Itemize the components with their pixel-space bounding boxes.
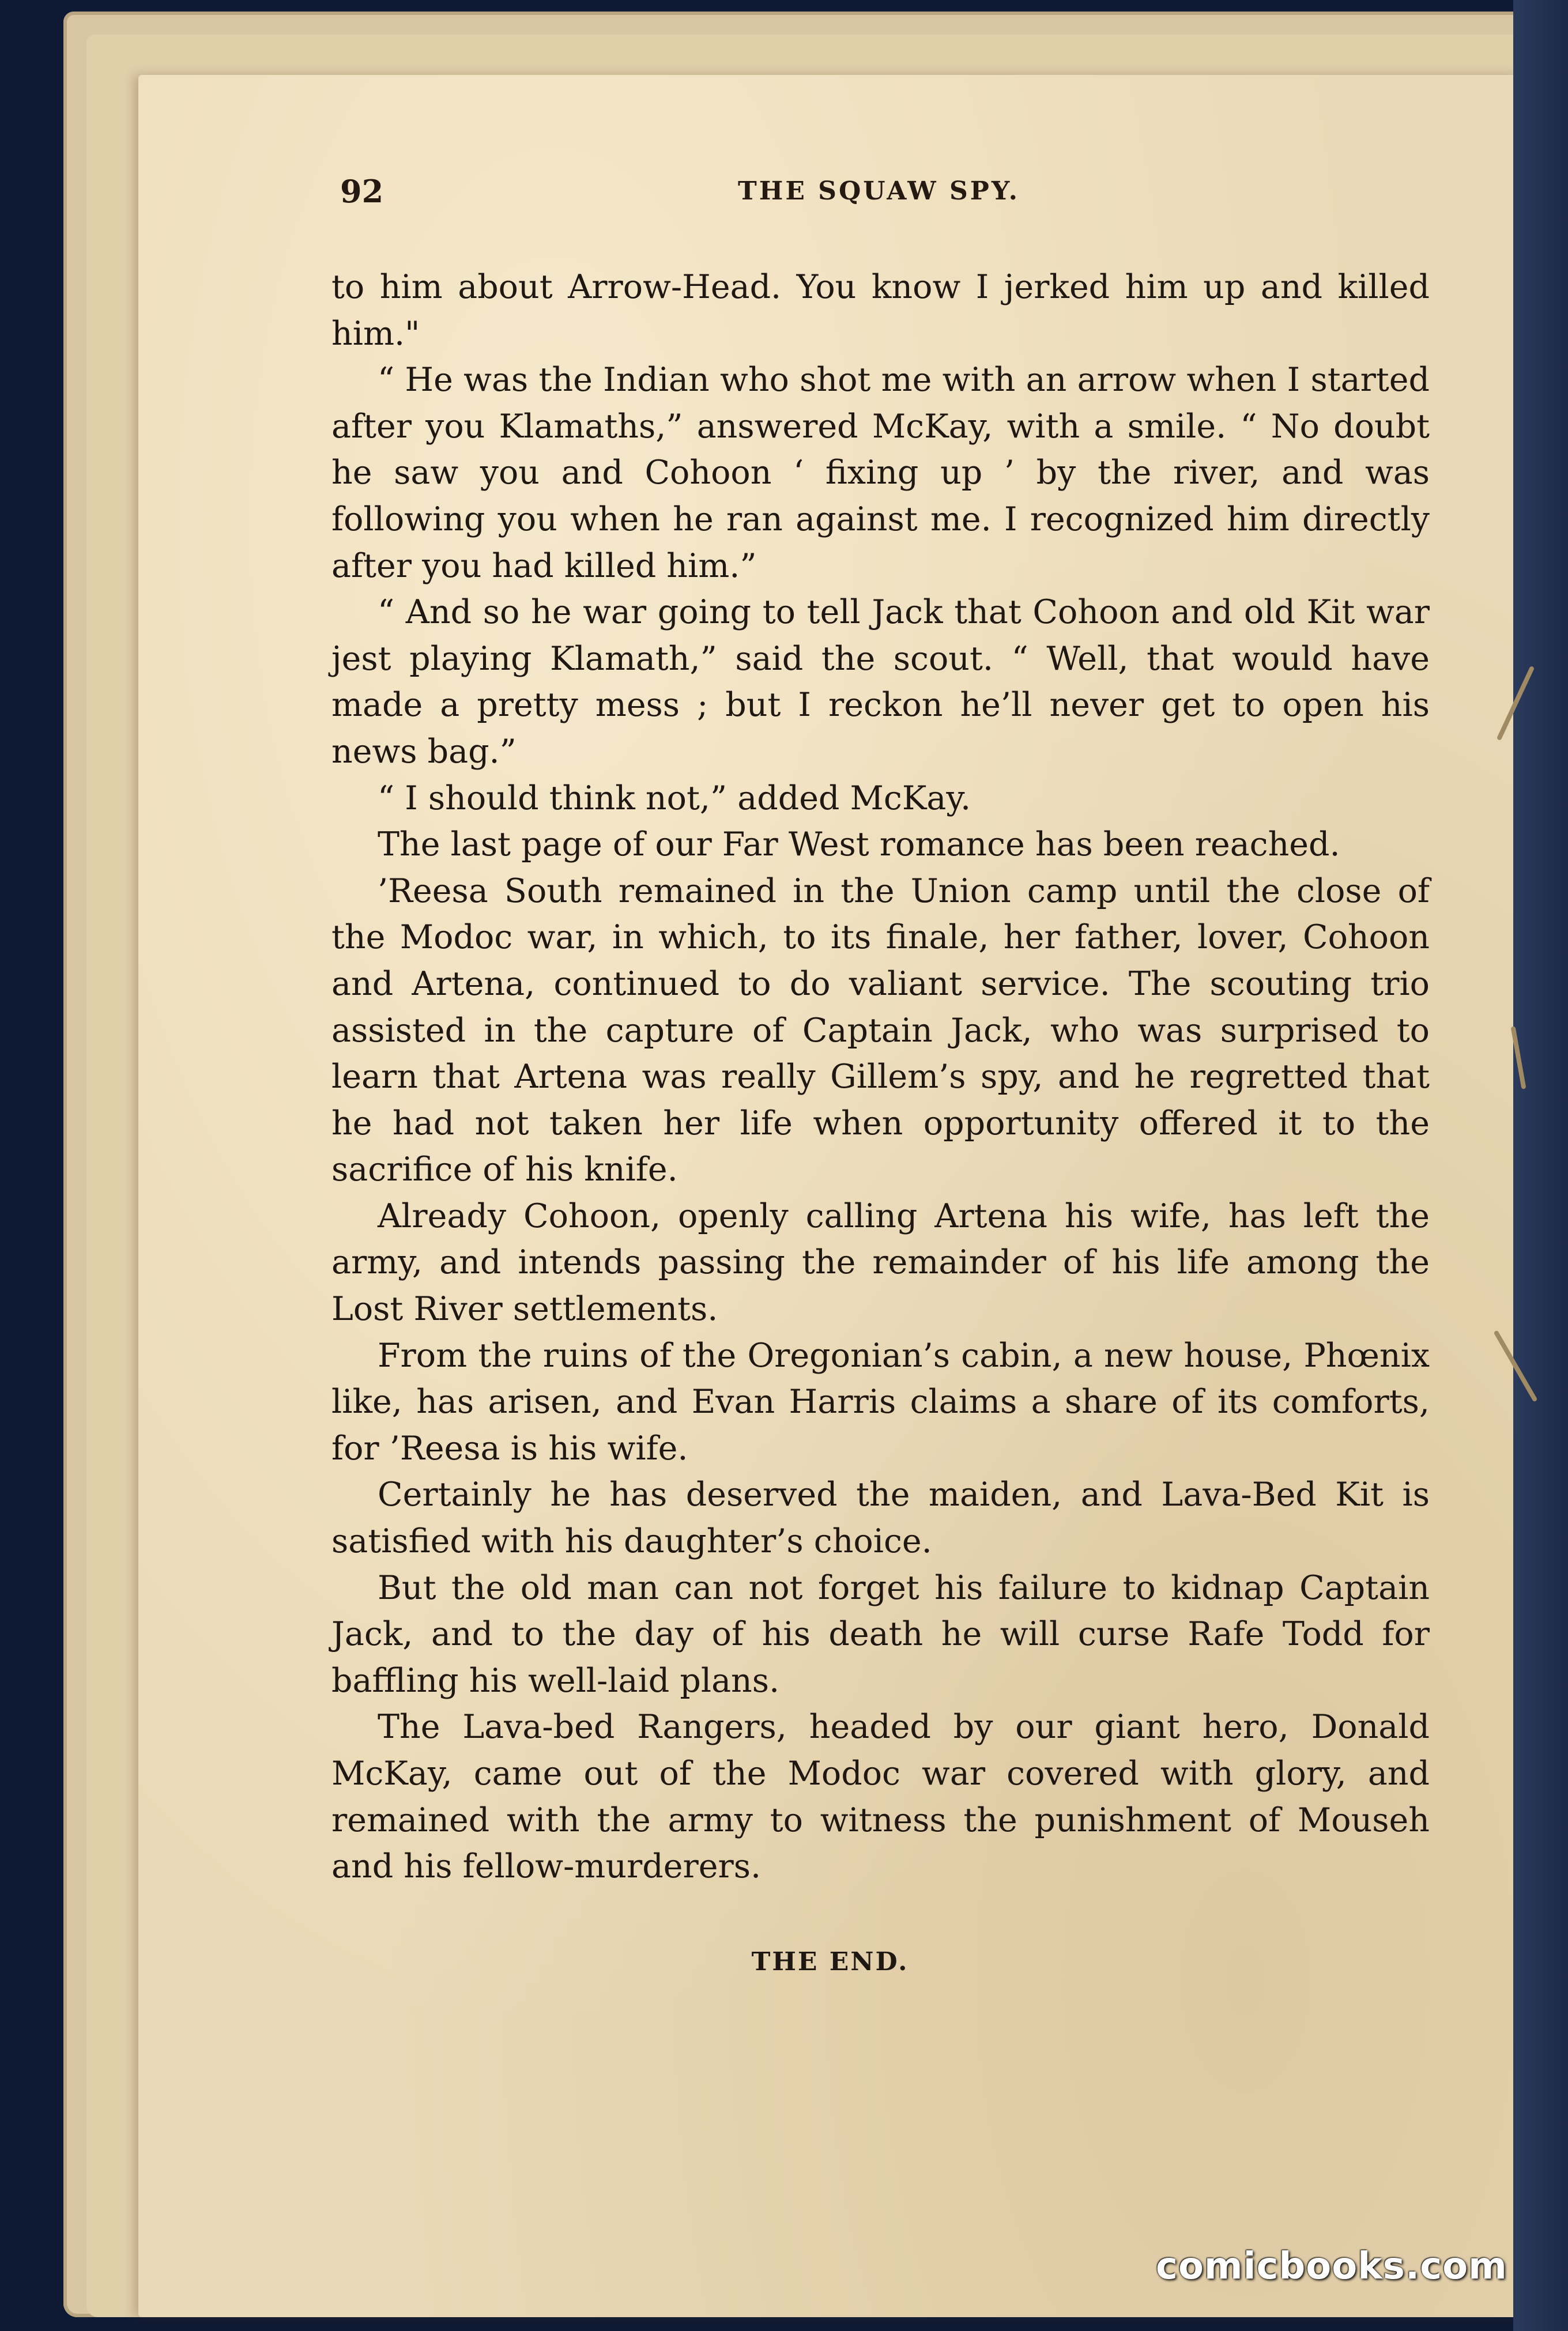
paragraph: “ And so he war going to tell Jack that Cohoon and old Kit war jest playing Klamath,” said the scout. “ Well, that would have made a pretty mess ; but I reckon he’ll never get to open his news bag.” bbox=[331, 593, 1430, 771]
paragraph: The Lava-bed Rangers, headed by our giant hero, Donald McKay, came out of the Modoc war covered with glory, and remained with the army to witness the punishment of Mouseh and his fellow-murderers. bbox=[331, 1708, 1430, 1886]
paragraph: The last page of our Far West romance has been reached. bbox=[378, 825, 1340, 864]
paragraph: “ He was the Indian who shot me with an arrow when I started after you Klamaths,” answered McKay, with a smile. “ No doubt he saw you and Cohoon ‘ fixing up ’ by the river, and was following you when he ran against me. I recognized him directly after you had killed him.” bbox=[331, 361, 1430, 585]
paragraph: Certainly he has deserved the maiden, and Lava-Bed Kit is satisfied with his daughter’s choice. bbox=[331, 1476, 1430, 1561]
end-wrap bbox=[138, 0, 1522, 2331]
paragraph: ’Reesa South remained in the Union camp until the close of the Modoc war, in which, to its finale, her father, lover, Cohoon and Artena, continued to do valiant service. The scouting trio assisted in the capture of Captain Jack, who was surprised to learn that Artena was really Gillem’s spy, and he regretted that he had not taken her life when opportunity offered it to the sacrifice of his knife. bbox=[331, 872, 1430, 1189]
paragraph: “ I should think not,” added McKay. bbox=[378, 779, 971, 817]
running-head: THE SQUAW SPY. bbox=[738, 176, 1020, 206]
the-end-label: THE END. bbox=[751, 1947, 909, 1977]
paragraph: to him about Arrow-Head. You know I jerked him up and killed him." bbox=[331, 268, 1430, 353]
page-number: 92 bbox=[340, 173, 384, 210]
watermark: comicbooks.com bbox=[1156, 2245, 1507, 2288]
paragraph: But the old man can not forget his failure to kidnap Captain Jack, and to the day of his death he will curse Rafe Todd for baffling his well-laid plans. bbox=[331, 1568, 1430, 1700]
paragraph: From the ruins of the Oregonian’s cabin, a new house, Phœnix like, has arisen, and Evan Harris claims a share of its comforts, for ’Reesa is his wife. bbox=[331, 1336, 1430, 1468]
paragraph: Already Cohoon, openly calling Artena his wife, has left the army, and intends passing the remainder of his life among the Lost River settlements. bbox=[331, 1197, 1430, 1329]
